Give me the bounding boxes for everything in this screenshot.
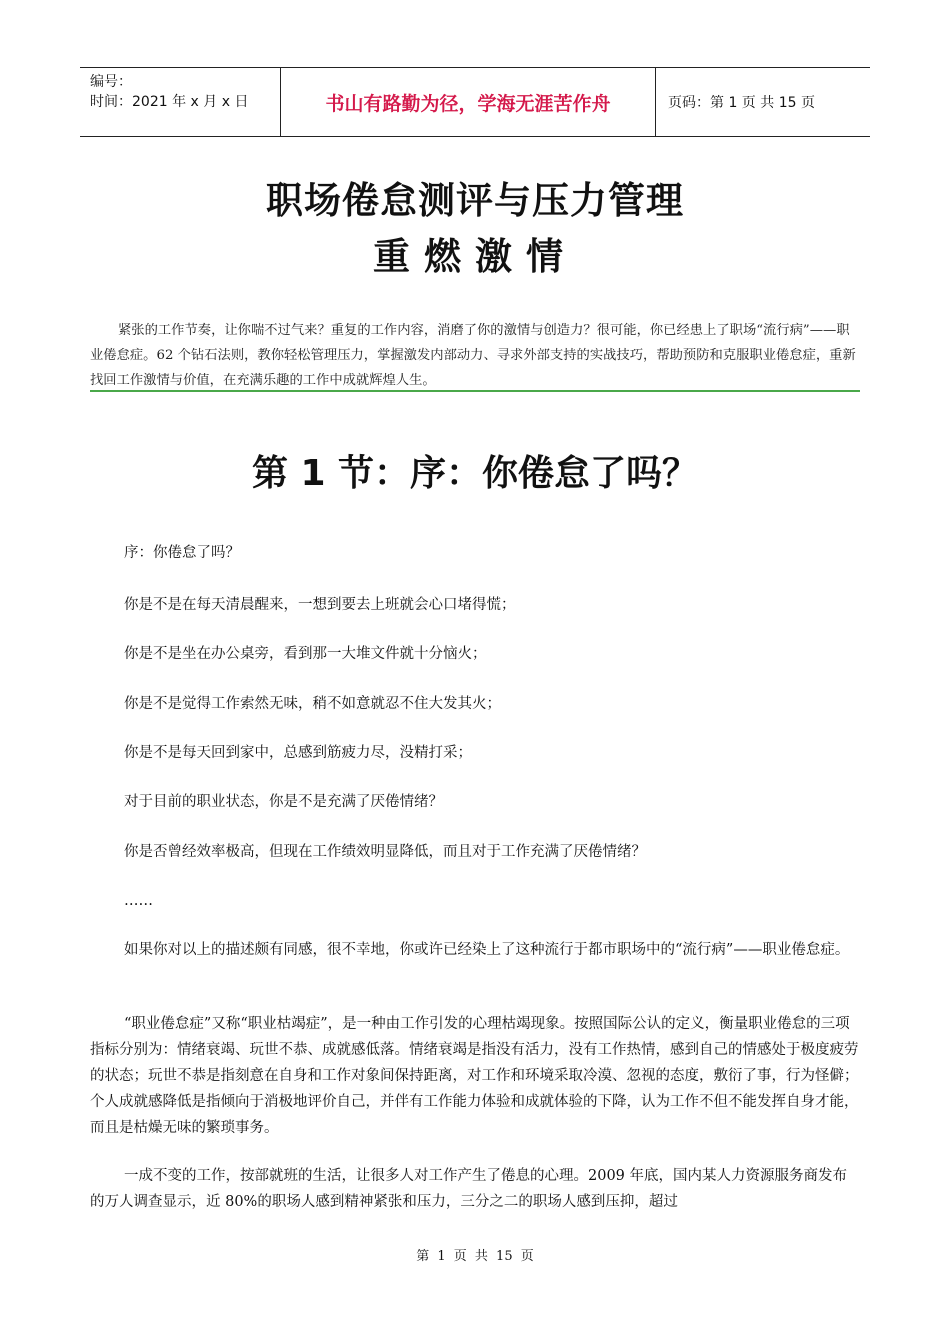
paragraph: 你是不是在每天清晨醒来，一想到要去上班就会心口堵得慌； (124, 597, 516, 613)
header-table (80, 67, 870, 137)
header-meta (80, 68, 280, 136)
section-heading: 第 1 节：序：你倦怠了吗？ (251, 453, 699, 494)
paragraph: 一成不变的工作，按部就班的生活，让很多人对工作产生了倦息的心理。2009 年底，国内某人力资源服务商发布的万人调查显示，近 80%的职场人感到精神紧张和压力，三分之二的职场人感到压抑，超过 (90, 1168, 848, 1210)
paragraph: 如果你对以上的描述颇有同感，很不幸地，你或许已经染上了这种流行于都市职场中的“流行病”——职业倦怠症。 (124, 942, 850, 958)
paragraph: 你是不是坐在办公桌旁，看到那一大堆文件就十分恼火； (124, 646, 487, 662)
paragraph: 序：你倦怠了吗？ (124, 545, 240, 561)
paragraph: “职业倦怠症”又称“职业枯竭症”，是一种由工作引发的心理枯竭现象。按照国际公认的定义，衡量职业倦怠的三项指标分别为：情绪衰竭、玩世不恭、成就感低落。情绪衰竭是指没有活力，没有工作热情，感到自己的情感处于极度疲劳的状态；玩世不恭是指刻意在自身和工作对象间保持距离，对工作和环境采取冷漠、忽视的态度，敷衍了事，行为怪僻；个人成就感降低是指倾向于消极地评价自己，并伴有工作能力体验和成就体验的下降，认为工作不但不能发挥自身才能，而且是枯燥无味的繁琐事务。 (90, 1016, 859, 1136)
code-label: 编号： (90, 74, 132, 90)
header-motto: 书山有路勤为径，学海无涯苦作舟 (280, 68, 656, 136)
paragraph: 你是否曾经效率极高，但现在工作绩效明显降低，而且对于工作充满了厌倦情绪？ (124, 844, 646, 860)
paragraph: …… (124, 893, 153, 909)
header-page-info: 页码：第 1 页 共 15 页 (668, 95, 815, 111)
intro-paragraph: 紧张的工作节奏，让你喘不过气来？重复的工作内容，消磨了你的激情与创造力？很可能，你已经患上了职场“流行病”——职业倦怠症。62 个钻石法则，教你轻松管理压力，掌握激发内部动力、寻求外部支持的实战技巧，帮助预防和克服职业倦怠症，重新找回工作激情与价值，在充满乐趣的工作中成就辉煌人生。 (90, 323, 856, 388)
divider (90, 390, 860, 392)
paragraph: 你是不是觉得工作索然无味，稍不如意就忍不住大发其火； (124, 696, 501, 712)
paragraph: 你是不是每天回到家中，总感到筋疲力尽，没精打采； (124, 745, 472, 761)
document-title: 职场倦怠测评与压力管理 (266, 179, 684, 222)
paragraph: 对于目前的职业状态，你是不是充满了厌倦情绪？ (124, 794, 443, 810)
document-subtitle: 重燃激情 (373, 235, 577, 278)
page-footer: 第 1 页 共 15 页 (416, 1249, 534, 1264)
date-label: 时间：2021 年 x 月 x 日 (90, 94, 249, 110)
